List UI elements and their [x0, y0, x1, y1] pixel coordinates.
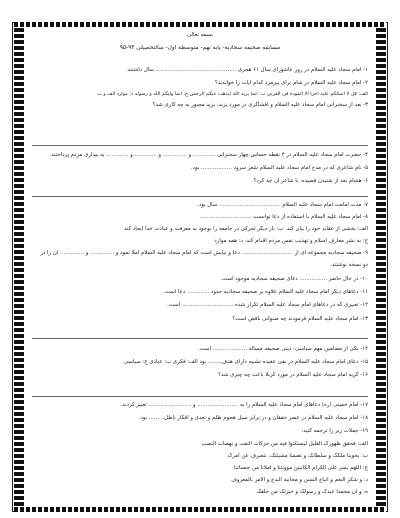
separator [32, 145, 368, 146]
document-content [32, 28, 368, 508]
question-1: ۱- امام سجاد علیه السلام در روز عاشورای سال ۶۱ هجری ............................................... سال داشتند. [125, 67, 368, 73]
question-6: ۶- هشام بعد از شنیدن قصیده، با شاعر آن چه کرد؟ [253, 178, 368, 184]
question-9-continued: دو نسخه نوشتند. [330, 262, 368, 268]
question-17: ۱۷- امام خمینی (ره) دعاهای امام سجاد علیه السلام را به ........................ و ......................... تعبیر کردند. [120, 402, 368, 408]
translation-a: الف: فحقق ظهورک القلیل لیستکنوا فیه من حرکات التعب و نهضات النصب [201, 441, 368, 447]
translation-e: ه: و ان محمدا عبدک و رسولک و خیرتک من خلقک [256, 489, 368, 495]
question-2: ۲- امام سجاد علیه السلام در شام برای پیرمرد کدام آیات را خواندند؟ [214, 80, 368, 86]
question-14: ۱۴- یکی از مضامین مهم سیاسی- دینی صحیفه مسأله .................... است. [198, 346, 368, 352]
translation-d: د: و شکر النعم و اتباع السنن و مجانبه البدع و الامر بالمعروف [231, 477, 368, 483]
question-13: ۱۳- امام سجاد علیه السلام فرمودند چه صنوانی ناقص است؟ [232, 316, 368, 322]
question-8: ۸- امام سجاد علیه السلام با استفاده از دعا توانست .............................. [200, 214, 368, 220]
bismillah-heading: بسمه تعالی [187, 32, 213, 38]
ornamental-border-right [376, 22, 386, 512]
question-8-options-a: الف: بخشی از عقاید خود را بیان کند. ب: بار دیگر تحرکی در جامعه را بوجود به معرفت و عبادت خدا ایجاد کند [124, 226, 368, 232]
question-10: ۱۰- در حال حاضر ................ دعای صحیفه سجادیه موجود است. [220, 276, 368, 282]
question-3: ۳- بعد از سخنرانی امام سجاد علیه السلام و افشاگری در مورد یزید، یزید مجبور به چه کاری شد؟ [152, 102, 368, 108]
question-12: ۱۲- تعبیری که در دعاهای امام سجاد علیه السلام تکرار شده .............................. است. [167, 302, 368, 308]
ornamental-border-left [14, 22, 24, 512]
question-15: ۱۵- دعای امام سجاد علیه السلام در نفی عقیده تشبیه دارای هدف........ بود الف: فکری ب: عبادی ج: سیاسی [123, 359, 368, 365]
question-16: ۱۶- گریه امام سجاد علیه السلام در مورد کربلا باعث چه چیزی شد؟ [218, 372, 368, 378]
separator [32, 338, 368, 339]
separator [32, 396, 368, 397]
ornamental-border-top [14, 22, 386, 27]
translation-b: ب: یحوینا ملکک و سلطانک و تضمنا مشیئتک، نتصرف عن امرک [227, 453, 368, 459]
question-19: ۱۹- جملات زیر را ترجمه کنید: [301, 428, 368, 434]
question-2-options: الف: قل لا اسئلکم علیه اجرا الا المودة فی القربی ب: انما یرید الله لیذهب عنکم الرجس ج: انما ولیکم الله و رسوله د: موارد الف و ب [97, 91, 368, 97]
question-5: ۵- نام شاعری که در مدح امام سجاد علیه السلام شعر سرود .................. بود. [190, 165, 368, 171]
separator [32, 196, 368, 197]
question-18: ۱۸- امام سجاد علیه السلام در عصر خفقان و در برابر سیل هجوم ظلم و تعدی و افکار باطل......... بود. [138, 415, 368, 421]
translation-c: ج: اللهم یسر علی الکرام الکاتبین موونتنا و املأنا من حسناتنا [234, 465, 368, 471]
question-11: ۱۱- دعاهای دیگر امام سجاد علیه السلام علاوه بر صحیفه سجادیه حدود ............. دعا است. [163, 289, 368, 295]
question-7: ۷- مدت امامت امام سجاد علیه السلام .................................... سال بود. [197, 202, 368, 208]
question-8-options-b: ج: به نشر معارف اسلام و تهذیب نفس مردم اقدام کند. د: همه موارد [214, 238, 368, 244]
document-title: مسابقه صحیفه سجادیه- پایه نهم- متوسطه اول- سالتحصیلی ۹۴-۹۵ [119, 45, 281, 51]
question-9: ۹- صحیفه سجادیه مجموعه ای از .............................. دعا و نیایش است که امام سجاد علیه السلام املا نمود و .............. و .............. آن را در [40, 250, 368, 256]
question-4: ۴- حضرت امام سجاد علیه السلام در ۴ نقطه حساس چهار سخنرانی ............. و .............. و ............. و ............. به بیداری مردم پرداختند. [49, 152, 368, 158]
